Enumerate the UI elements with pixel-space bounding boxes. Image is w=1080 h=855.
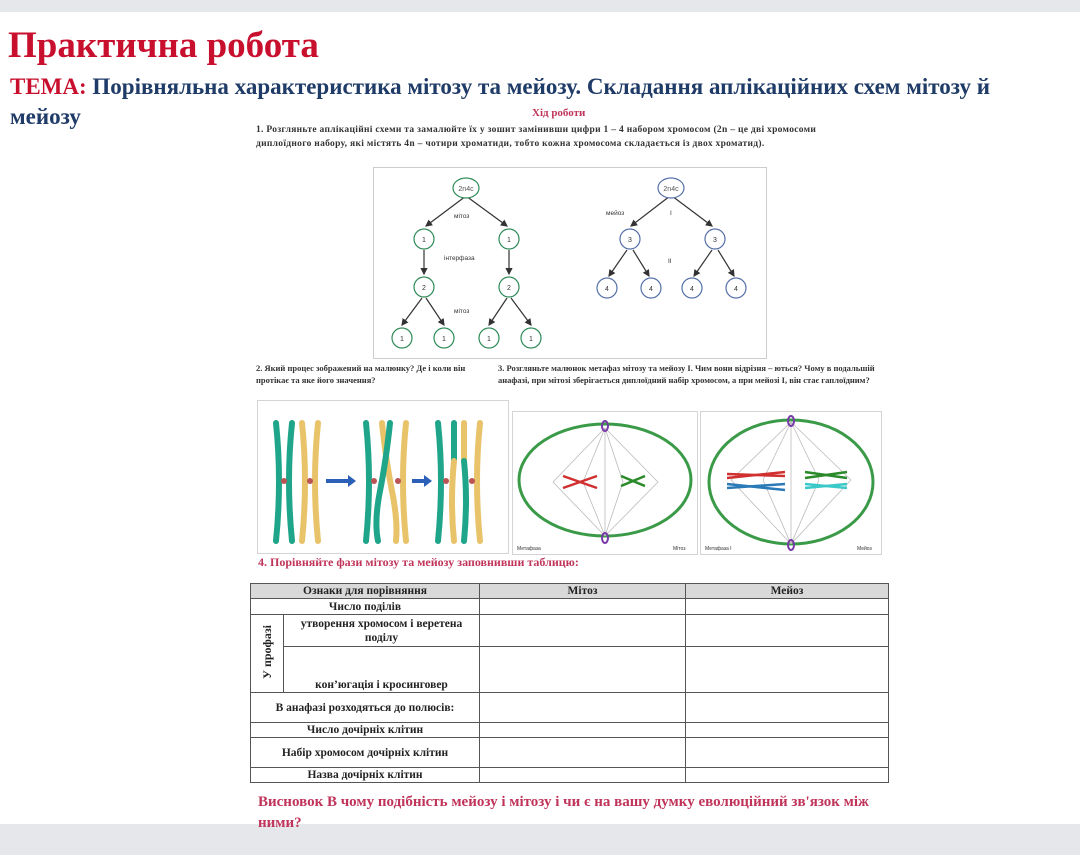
meiosis-top-label: 2n4c: [663, 186, 679, 193]
prophase-label-cell: [251, 615, 284, 693]
cell-mitosis-daughter-count[interactable]: [480, 723, 686, 738]
cell-meiosis-daughter-name[interactable]: [686, 768, 889, 783]
meiosis-l2-label: 4: [649, 286, 653, 293]
cell-meiosis-divisions[interactable]: [686, 599, 889, 615]
question-3-text: 3. Розгляньте малюнок метафаз мітозу та мейозу І. Чим вони відрізня – ються? Чому в подальшій анафазі, при мітозі зберігається диплоїдний набір хромосом, а при мейозі І, він стає гаплоїдним?: [498, 363, 875, 385]
cell-mitosis-divisions[interactable]: [480, 599, 686, 615]
mitosis-l3-label: 1: [442, 336, 446, 343]
cell-mitosis-daughter-name[interactable]: [480, 768, 686, 783]
task-1-text: 1. Розгляньте аплікаційні схеми та замалюйте їх у зошит замінивши цифри 1 – 4 набором хромосом (2n – це дві хромосоми диплоїдного набору, які містять 4n – чотири хроматиди, тобто кожна хромосома складається із двох хроматид).: [256, 125, 817, 149]
task-4-text: 4. Порівняйте фази мітозу та мейозу заповнивши таблицю:: [258, 555, 579, 569]
cell-meiosis-daughter-count[interactable]: [686, 723, 889, 738]
cell-mitosis-conjugation[interactable]: [480, 647, 686, 693]
work-heading: Хід роботи: [532, 107, 586, 119]
meiosis-l2-label: 4: [734, 286, 738, 293]
mitosis-l3-label: 1: [529, 336, 533, 343]
cell-mitosis-daughter-set[interactable]: [480, 738, 686, 768]
meiosis-caption: мейоз: [606, 210, 625, 217]
mitosis-l1-label: 1: [422, 237, 426, 244]
question-2-text: 2. Який процес зображений на малюнку? Де і коли він протікає та яке його значення?: [256, 363, 466, 385]
mitosis-metaphase-image: [512, 411, 698, 555]
mitosis-l2-label: 2: [507, 285, 511, 292]
cell-meiosis-conjugation[interactable]: [686, 647, 889, 693]
crossing-over-image: [257, 400, 509, 554]
row-label-anaphase: В анафазі розходяться до полюсів:: [251, 693, 480, 723]
mitosis-l3-label: 1: [487, 336, 491, 343]
metaphase-caption: Метафаза: [517, 546, 541, 552]
table-row: [251, 647, 889, 693]
document-page: [0, 12, 1080, 831]
mitosis-bottom-caption: мітоз: [454, 308, 470, 315]
mitosis-top-caption: мітоз: [454, 213, 470, 220]
table-row: [251, 723, 889, 738]
meiosis-l1-label: 3: [628, 237, 632, 244]
interphase-caption: інтерфаза: [444, 255, 475, 262]
meiosis-i-caption: І: [670, 210, 672, 217]
row-label-daughter-name: Назва дочірніх клітин: [251, 768, 480, 783]
row-label-spindle: утворення хромосом і веретена поділу: [284, 615, 480, 647]
mitosis-l2-label: 2: [422, 285, 426, 292]
table-header-row: [251, 584, 889, 599]
table-row: [251, 615, 889, 647]
mitosis-l3-label: 1: [400, 336, 404, 343]
table-row: [251, 693, 889, 723]
cell-mitosis-anaphase[interactable]: [480, 693, 686, 723]
mitosis-image-caption: Мітоз: [673, 546, 686, 552]
header-criteria: Ознаки для порівняння: [251, 584, 480, 599]
row-label-conjugation: кон’югація і кросинговер: [284, 647, 480, 693]
cell-meiosis-anaphase[interactable]: [686, 693, 889, 723]
table-row: [251, 738, 889, 768]
division-scheme-diagram: [373, 167, 767, 359]
row-label-divisions: Число поділів: [251, 599, 480, 615]
page-title: Практична робота: [8, 25, 319, 66]
topic-text: Порівняльна характеристика мітозу та мейозу. Складання аплікаційних схем мітозу й мейозу: [10, 74, 991, 129]
topic-label: ТЕМА:: [10, 74, 87, 99]
header-meiosis: Мейоз: [686, 584, 889, 599]
meiosis-metaphase-image: [700, 411, 882, 555]
header-mitosis: Мітоз: [480, 584, 686, 599]
comparison-table: [250, 583, 889, 783]
meiosis-ii-caption: ІІ: [668, 258, 672, 265]
cell-mitosis-spindle[interactable]: [480, 615, 686, 647]
mitosis-top-label: 2n4c: [458, 186, 474, 193]
cell-meiosis-daughter-set[interactable]: [686, 738, 889, 768]
meiosis-l2-label: 4: [690, 286, 694, 293]
meiosis-image-caption: Мейоз: [857, 546, 872, 552]
conclusion-text: Висновок В чому подібність мейозу і мітозу і чи є на вашу думку еволюційний зв'язок між ними?: [258, 794, 869, 831]
table-row: [251, 599, 889, 615]
cell-meiosis-spindle[interactable]: [686, 615, 889, 647]
meiosis-l1-label: 3: [713, 237, 717, 244]
row-label-daughter-count: Число дочірніх клітин: [251, 723, 480, 738]
meiosis-l2-label: 4: [605, 286, 609, 293]
prophase-label: У профазі: [260, 624, 274, 679]
metaphase-i-caption: Метафаза І: [705, 546, 732, 552]
mitosis-l1-label: 1: [507, 237, 511, 244]
row-label-daughter-set: Набір хромосом дочірніх клітин: [251, 738, 480, 768]
table-row: [251, 768, 889, 783]
